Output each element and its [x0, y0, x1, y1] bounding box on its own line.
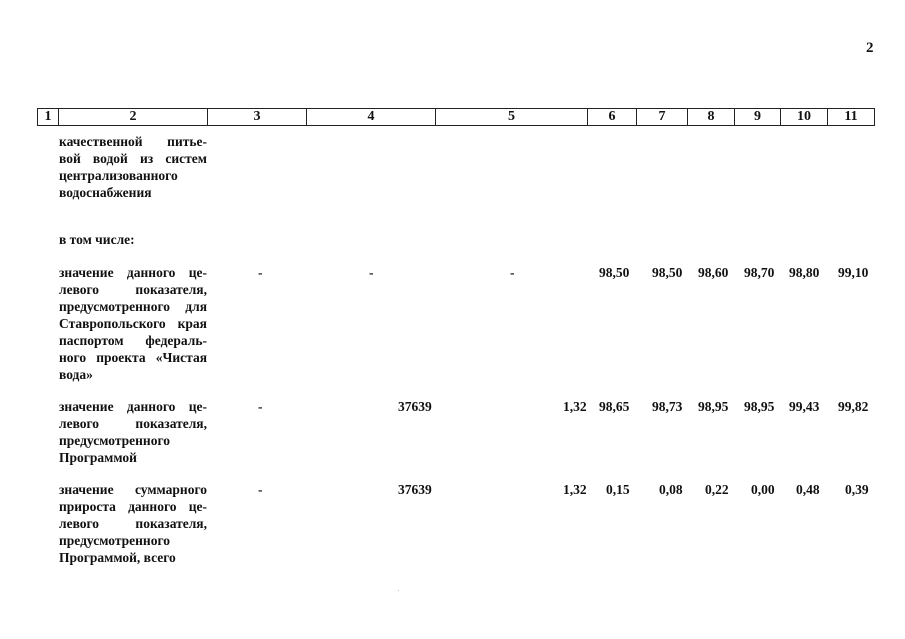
- row-3-description: [59, 481, 207, 566]
- row-1-col-4: -: [369, 265, 374, 280]
- row-2-col-10: 99,43: [789, 399, 820, 414]
- header-col-11: 11: [844, 109, 858, 124]
- row-3-line: значение суммарного: [59, 482, 207, 497]
- intro-line: централизованного: [59, 168, 178, 183]
- row-1-line: паспортом федераль-: [59, 333, 207, 348]
- row-3-col-8: 0,22: [705, 482, 729, 497]
- header-col-4: 4: [307, 109, 436, 125]
- row-2-col-8: 98,95: [698, 399, 729, 414]
- row-3-col-11: 0,39: [845, 482, 869, 497]
- header-col-9: 9: [735, 109, 781, 125]
- row-2-description: [59, 398, 207, 466]
- row-3-col-5: 1,32: [563, 482, 587, 497]
- row-3-line: левого показателя,: [59, 516, 207, 531]
- intro-line: вой водой из систем: [59, 151, 207, 166]
- row-2-col-4: 37639: [398, 399, 432, 414]
- row-1-line: вода»: [59, 367, 93, 382]
- intro-line: качественной питье-: [59, 134, 207, 149]
- header-col-1: 1: [38, 109, 59, 125]
- row-1-col-11: 99,10: [838, 265, 869, 280]
- row-3-line: прироста данного це-: [59, 499, 207, 514]
- row-1-col-9: 98,70: [744, 265, 775, 280]
- header-col-7: 7: [637, 109, 688, 125]
- row-1-col-6: 98,50: [599, 265, 630, 280]
- row-1-description: [59, 264, 207, 383]
- row-1-line: предусмотренного для: [59, 299, 207, 314]
- row-1-col-8: 98,60: [698, 265, 729, 280]
- row-1-col-10: 98,80: [789, 265, 820, 280]
- row-3-line: предусмотренного: [59, 533, 170, 548]
- row-2-line: левого показателя,: [59, 416, 207, 431]
- row-3-col-10: 0,48: [796, 482, 820, 497]
- header-col-5: 5: [436, 109, 588, 125]
- row-2-col-11: 99,82: [838, 399, 869, 414]
- row-3-col-7: 0,08: [659, 482, 683, 497]
- header-col-10: 10: [781, 109, 828, 125]
- table-header-row: [37, 108, 875, 126]
- header-col-6: 6: [588, 109, 637, 125]
- row-1-line: Ставропольского края: [59, 316, 207, 331]
- row-3-col-4: 37639: [398, 482, 432, 497]
- row-1-line: левого показателя,: [59, 282, 207, 297]
- intro-text: [59, 133, 207, 201]
- row-2-col-3: -: [258, 399, 263, 414]
- row-1-line: значение данного це-: [59, 265, 207, 280]
- row-2-col-6: 98,65: [599, 399, 630, 414]
- subheading: в том числе:: [59, 232, 135, 247]
- row-1-col-3: -: [258, 265, 263, 280]
- header-col-2: 2: [59, 109, 208, 125]
- row-2-line: значение данного це-: [59, 399, 207, 414]
- row-1-line: ного проекта «Чистая: [59, 350, 207, 365]
- row-2-line: Программой: [59, 450, 137, 465]
- scan-speck: [398, 590, 399, 591]
- row-2-col-5: 1,32: [563, 399, 587, 414]
- header-col-8: 8: [688, 109, 735, 125]
- row-3-col-6: 0,15: [606, 482, 630, 497]
- row-1-col-7: 98,50: [652, 265, 683, 280]
- row-3-col-3: -: [258, 482, 263, 497]
- row-3-line: Программой, всего: [59, 550, 176, 565]
- page-number: 2: [866, 40, 874, 56]
- row-1-col-5: -: [510, 265, 515, 280]
- row-2-col-7: 98,73: [652, 399, 683, 414]
- row-2-col-9: 98,95: [744, 399, 775, 414]
- intro-line: водоснабжения: [59, 185, 152, 200]
- row-2-line: предусмотренного: [59, 433, 170, 448]
- header-col-3: 3: [208, 109, 307, 125]
- row-3-col-9: 0,00: [751, 482, 775, 497]
